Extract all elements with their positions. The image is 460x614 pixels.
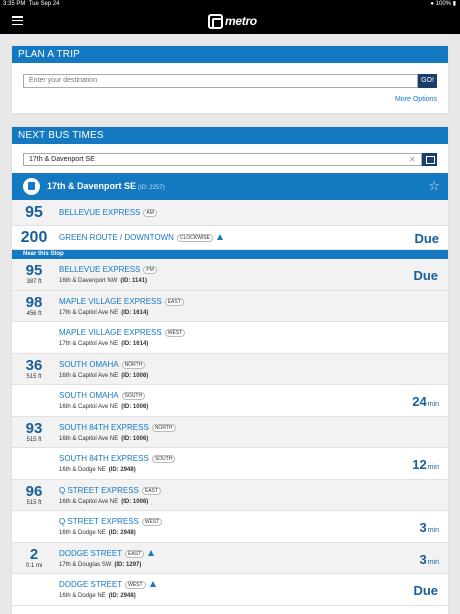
eta: 24min [412,394,439,409]
route-number: 200 [20,229,48,246]
direction-tag: AM [143,209,157,217]
direction-tag: WEST [125,581,145,589]
route-distance: 515 ft [26,373,42,380]
eta: 3min [419,551,439,567]
stop-location: 16th & Davenport NW (ID: 1141) [59,278,148,284]
stop-location: 16th & Capitol Ave NE (ID: 1006) [59,435,149,442]
direction-tag: EAST [142,487,161,495]
destination-input[interactable]: Enter your destination [23,74,418,88]
alert-icon [148,550,154,556]
stop-location: 17th & Capitol Ave NE (ID: 1614) [59,341,149,347]
top-nav [0,9,460,34]
route-number: 95 [25,262,43,279]
stop-name: 17th & Davenport SE (ID: 2257) [47,181,165,191]
direction-tag: EAST [125,550,144,558]
stop-location: 16th & Dodge NE (ID: 2948) [59,467,136,473]
eta: Due [413,268,438,283]
battery-status: ● 100% ▮ [430,1,456,7]
route-name: Q STREET EXPRESS WEST [59,517,162,526]
stop-location: 16th & Capitol Ave NE (ID: 1006) [59,404,149,410]
route-name: BELLEVUE EXPRESS PM [59,265,157,274]
map-icon[interactable] [422,153,437,166]
plan-trip-title: PLAN A TRIP [12,46,448,63]
direction-tag: PM [143,266,157,274]
eta [438,300,439,315]
metro-mark-icon [208,14,223,29]
bus-times-list [12,200,448,606]
alert-icon [150,581,156,587]
route-row[interactable] [12,226,448,250]
route-row[interactable] [12,322,448,354]
route-number: 95 [25,204,43,221]
route-row[interactable] [12,259,448,291]
route-number: 93 [25,419,43,437]
route-row[interactable] [12,574,448,606]
route-name: MAPLE VILLAGE EXPRESS WEST [59,328,185,337]
stop-location: 17th & Capitol Ave NE (ID: 1614) [59,309,149,316]
eta [438,363,439,378]
bus-icon [23,178,40,195]
stop-header [12,173,448,200]
near-stop-header: Near this Stop [12,250,448,259]
eta [438,331,439,346]
stop-location: 16th & Dodge NE (ID: 2948) [59,593,136,599]
route-name: DODGE STREET WEST [59,580,156,589]
stop-location: 16th & Dodge NE (ID: 2948) [59,530,136,536]
route-name: DODGE STREET EAST [59,549,154,558]
stop-location: 17th & Douglas SW (ID: 1297) [59,561,142,568]
eta: 12min [412,457,439,472]
route-name: SOUTH OMAHA NORTH [59,360,145,369]
route-row[interactable] [12,200,448,226]
status-bar [0,0,460,9]
direction-tag: CLOCKWISE [177,234,213,242]
next-bus-card [12,127,448,614]
route-distance: 515 ft [26,499,42,506]
favorite-star-icon[interactable]: ☆ [428,178,440,193]
direction-tag: WEST [142,518,162,526]
eta: Due [414,231,439,246]
go-button[interactable]: GO! [418,74,437,88]
eta [438,426,439,441]
route-name: Q STREET EXPRESS EAST [59,486,161,495]
direction-tag: SOUTH [152,455,176,463]
stop-search-input[interactable]: 17th & Davenport SE [23,153,422,166]
more-options-link[interactable]: More Options [394,96,437,103]
route-number: 98 [25,293,43,311]
direction-tag: NORTH [152,424,176,432]
route-name: MAPLE VILLAGE EXPRESS EAST [59,297,184,306]
route-number: 36 [25,356,43,374]
route-row[interactable] [12,417,448,449]
direction-tag: WEST [165,329,185,337]
next-bus-title: NEXT BUS TIMES [12,127,448,144]
route-distance: 456 ft [26,310,42,317]
route-row[interactable] [12,480,448,512]
route-name: SOUTH 84TH EXPRESS SOUTH [59,454,175,463]
route-name: SOUTH 84TH EXPRESS NORTH [59,423,176,432]
route-row[interactable] [12,354,448,386]
eta: Due [413,583,438,598]
eta: 3min [419,520,439,535]
route-name: BELLEVUE EXPRESS AM [59,208,157,217]
route-name: SOUTH OMAHA SOUTH [59,391,145,400]
status-time-date: 3:35 PM Tue Sep 24 [3,1,60,7]
route-distance: 387 ft [26,279,42,285]
metro-logo: metro [208,13,257,29]
direction-tag: SOUTH [122,392,146,400]
route-row[interactable] [12,385,448,417]
alert-icon [217,234,223,240]
direction-tag: NORTH [122,361,146,369]
menu-icon[interactable] [12,16,23,25]
route-number: 2 [29,545,39,563]
route-row[interactable] [12,543,448,575]
plan-trip-card [12,46,448,113]
stop-location: 16th & Capitol Ave NE (ID: 1006) [59,372,149,379]
eta [438,489,439,504]
route-row[interactable] [12,448,448,480]
route-name: GREEN ROUTE / DOWNTOWN CLOCKWISE [59,233,223,242]
route-number: 96 [25,482,43,500]
clear-icon[interactable]: ✕ [409,155,416,164]
route-row[interactable] [12,291,448,323]
stop-location: 16th & Capitol Ave NE (ID: 1006) [59,498,149,505]
direction-tag: EAST [165,298,184,306]
route-distance: 515 ft [26,436,42,443]
route-row[interactable] [12,511,448,543]
route-distance: 0.1 mi [25,562,43,569]
